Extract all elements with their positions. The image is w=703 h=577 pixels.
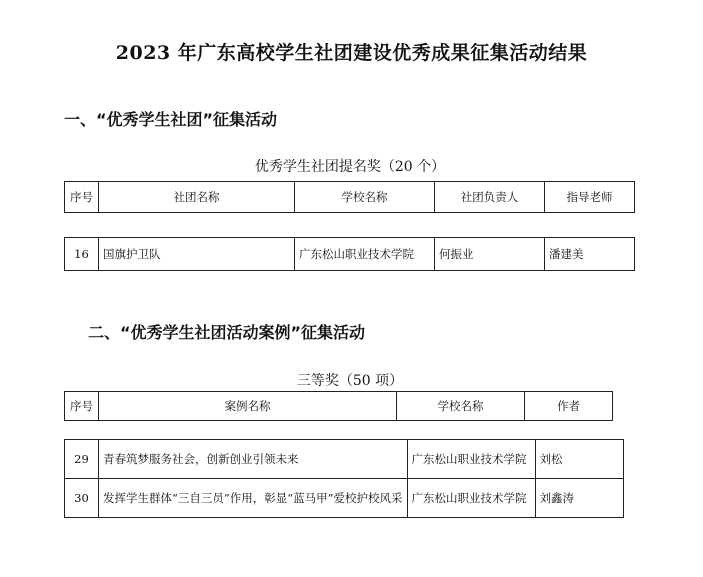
row-number: 16 (65, 238, 99, 271)
section-2-heading: 二、“优秀学生社团活动案例”征集活动 (88, 323, 366, 342)
case-name: 发挥学生群体“三自三员”作用，彰显“蓝马甲”爱校护校风采 (99, 479, 408, 518)
section-1-table-header (64, 181, 635, 213)
school-name: 广东松山职业技术学院 (407, 479, 535, 518)
column-header-school-name: 学校名称 (295, 182, 435, 213)
section-2-caption: 三等奖（50 项） (296, 373, 404, 389)
school-name: 广东松山职业技术学院 (407, 440, 535, 479)
column-header-club-name: 社团名称 (99, 182, 295, 213)
club-name: 国旗护卫队 (99, 238, 295, 271)
column-header-club-leader: 社团负责人 (435, 182, 545, 213)
club-leader: 何振业 (435, 238, 545, 271)
section-2-table (64, 439, 624, 518)
row-number: 30 (65, 479, 99, 518)
column-header-school-name: 学校名称 (397, 392, 525, 421)
column-header-case-name: 案例名称 (99, 392, 397, 421)
advisor: 潘建美 (545, 238, 635, 271)
column-header-no: 序号 (65, 182, 99, 213)
author: 刘鑫涛 (535, 479, 623, 518)
case-name: 青春筑梦服务社会，创新创业引领未来 (99, 440, 408, 479)
school-name: 广东松山职业技术学院 (295, 238, 435, 271)
section-2-table-header (64, 391, 613, 421)
section-1-heading: 一、“优秀学生社团”征集活动 (64, 110, 278, 129)
author: 刘松 (535, 440, 623, 479)
column-header-advisor: 指导老师 (545, 182, 635, 213)
column-header-no: 序号 (65, 392, 99, 421)
document-title: 2023 年广东高校学生社团建设优秀成果征集活动结果 (115, 42, 588, 64)
section-1-caption: 优秀学生社团提名奖（20 个） (254, 159, 446, 175)
section-1-table (64, 237, 635, 271)
row-number: 29 (65, 440, 99, 479)
table-row (65, 440, 624, 479)
table-row (65, 238, 635, 271)
column-header-author: 作者 (525, 392, 613, 421)
table-row (65, 479, 624, 518)
